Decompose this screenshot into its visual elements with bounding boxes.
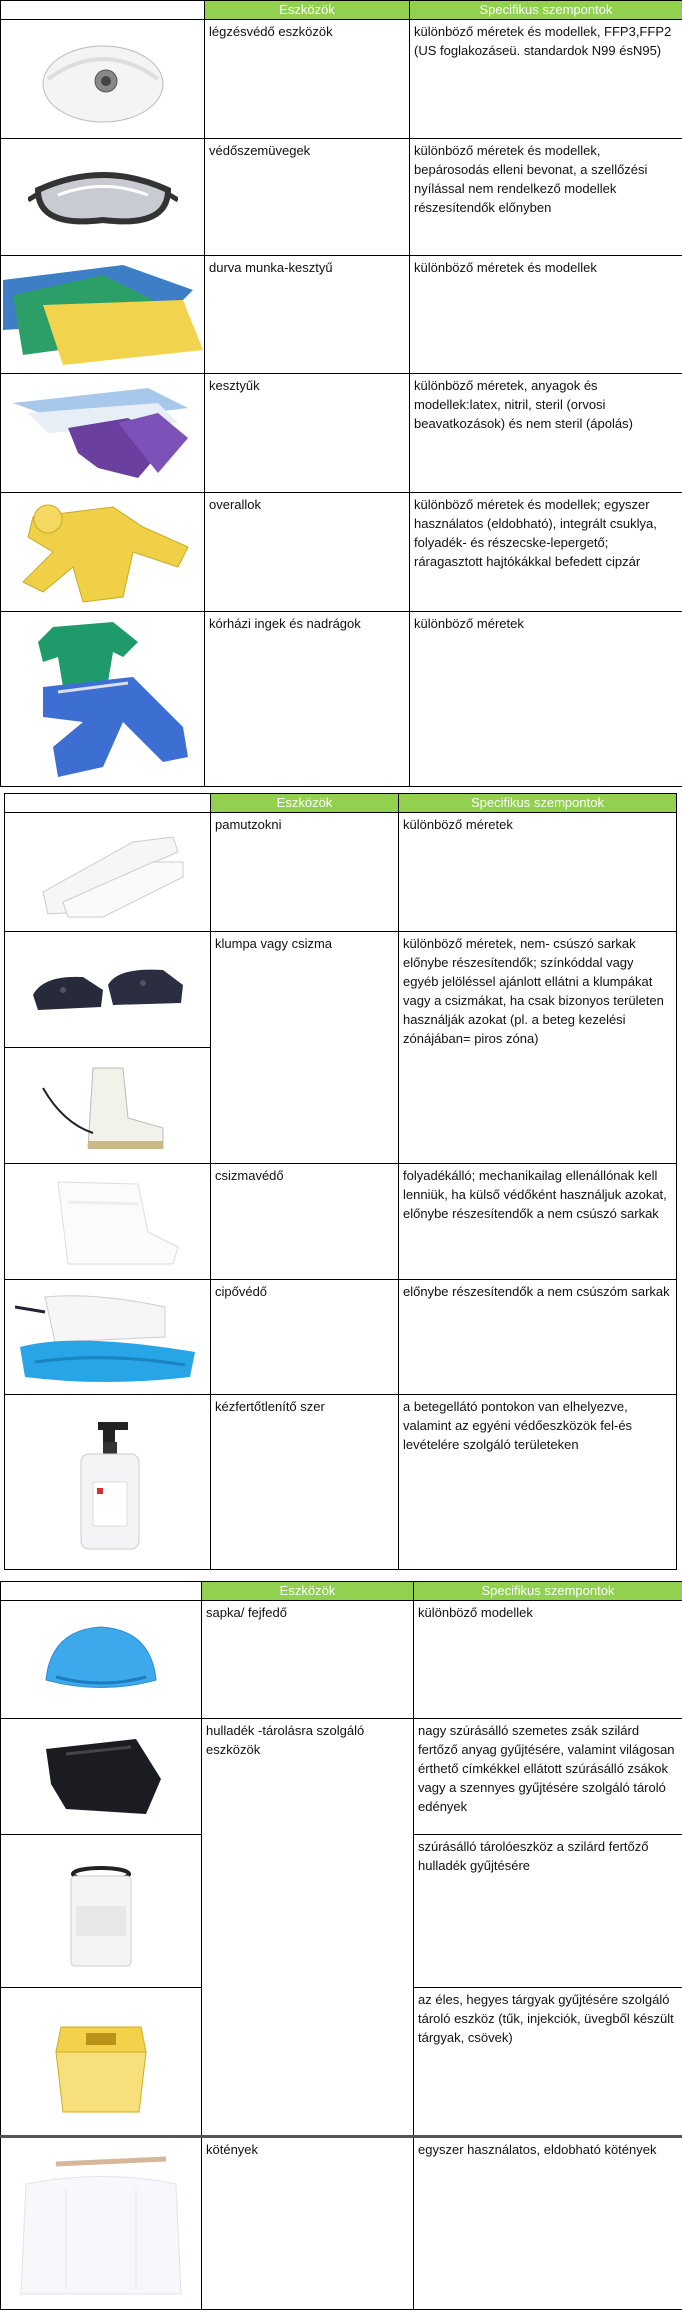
- shoe-cover-icon: [15, 1287, 200, 1387]
- tool-name: durva munka-kesztyű: [205, 256, 410, 374]
- clogs-icon: [23, 945, 193, 1035]
- goggles-icon: [28, 150, 178, 245]
- tool-spec: előnybe részesítendők a nem csúszóm sarkak: [399, 1280, 677, 1395]
- tool-spec: különböző méretek, anyagok és modellek:latex, nitril, steril (orvosi beavatkozások) és nem steril (ápolás): [410, 374, 682, 493]
- row-image: [1, 1835, 202, 1988]
- row-image: [1, 1601, 202, 1719]
- header-tools: Eszközök: [211, 794, 399, 813]
- tool-name: kézfertőtlenítő szer: [211, 1395, 399, 1570]
- tool-spec: különböző méretek és modellek, FFP3,FFP2 (US foglakozáseü. standardok N99 ésN95): [410, 20, 682, 139]
- header-blank: [1, 1582, 202, 1601]
- tool-spec: a betegellátó pontokon van elhelyezve, valamint az egyéni védőeszközök fel-és levételére szolgáló területeken: [399, 1395, 677, 1570]
- apron-icon: [6, 2144, 196, 2304]
- row-image: [1, 1988, 202, 2137]
- tool-spec: különböző méretek és modellek; egyszer használatos (eldobható), integrált csuklya, folyadék- és részecske-lepergető; ráragasztott hajtókákkal befedett cipzár: [410, 493, 682, 612]
- tool-name: hulladék -tárolásra szolgáló eszközök: [202, 1719, 414, 2137]
- tool-name: klumpa vagy csizma: [211, 932, 399, 1164]
- header-criteria: Specifikus szempontok: [414, 1582, 682, 1601]
- ppe-table-3: [0, 1581, 682, 2310]
- tool-name: kötények: [202, 2137, 414, 2310]
- tool-name: pamutzokni: [211, 813, 399, 932]
- tool-spec: szúrásálló tárolóeszköz a szilárd fertőző hulladék gyűjtésére: [414, 1835, 682, 1988]
- tool-name: cipővédő: [211, 1280, 399, 1395]
- hospital-scrubs-icon: [13, 617, 193, 782]
- header-criteria: Specifikus szempontok: [399, 794, 677, 813]
- row-image: [5, 1164, 211, 1280]
- tool-name: légzésvédő eszközök: [205, 20, 410, 139]
- ppe-table-1: [0, 0, 682, 787]
- row-image: [5, 813, 211, 932]
- row-image: [1, 612, 205, 787]
- row-image: [1, 256, 205, 374]
- tool-name: kórházi ingek és nadrágok: [205, 612, 410, 787]
- work-gloves-icon: [3, 260, 203, 370]
- coverall-icon: [13, 497, 193, 607]
- tool-spec: különböző méretek és modellek: [410, 256, 682, 374]
- boot-cover-icon: [28, 1172, 188, 1272]
- row-image: [5, 932, 211, 1048]
- sharps-container-icon: [31, 1997, 171, 2127]
- row-image: [1, 374, 205, 493]
- tool-spec: folyadékálló; mechanikailag ellenállónak kell lenniük, ha külső védőként használjuk azokat, előnybe részesítendők a nem csúszó sarkak: [399, 1164, 677, 1280]
- tool-spec: nagy szúrásálló szemetes zsák szilárd fertőző anyag gyűjtésére, valamint világosan érthető címkékkel ellátott szúrásálló zsákok vagy a szennyes gyűjtésére szolgáló tároló edények: [414, 1719, 682, 1835]
- row-image: [1, 20, 205, 139]
- row-image: [5, 1048, 211, 1164]
- respirator-mask-icon: [28, 29, 178, 129]
- tool-spec: az éles, hegyes tárgyak gyűjtésére szolgáló tároló eszköz (tűk, injekciók, üvegből készült tárgyak, csövek): [414, 1988, 682, 2137]
- tool-spec: különböző méretek és modellek, bepárosodás elleni bevonat, a szellőzési nyílással nem rendelkező modellek részesítendők előnyben: [410, 139, 682, 256]
- waste-bag-icon: [26, 1729, 176, 1824]
- header-criteria: Specifikus szempontok: [410, 1, 682, 20]
- tool-spec: különböző méretek: [399, 813, 677, 932]
- tool-spec: különböző modellek: [414, 1601, 682, 1719]
- row-image: [5, 1280, 211, 1395]
- cotton-socks-icon: [23, 822, 193, 922]
- hair-cap-icon: [31, 1615, 171, 1705]
- waste-container-icon: [41, 1846, 161, 1976]
- hand-sanitizer-icon: [33, 1402, 183, 1562]
- tool-spec: egyszer használatos, eldobható kötények: [414, 2137, 682, 2310]
- header-tools: Eszközök: [205, 1, 410, 20]
- header-blank: [1, 1, 205, 20]
- row-image: [1, 1719, 202, 1835]
- tool-name: csizmavédő: [211, 1164, 399, 1280]
- row-image: [5, 1395, 211, 1570]
- header-tools: Eszközök: [202, 1582, 414, 1601]
- row-image: [1, 493, 205, 612]
- tool-spec: különböző méretek: [410, 612, 682, 787]
- tool-name: sapka/ fejfedő: [202, 1601, 414, 1719]
- ppe-table-2: [4, 793, 677, 1570]
- rubber-boots-icon: [23, 1053, 193, 1158]
- medical-gloves-icon: [8, 383, 198, 483]
- tool-spec: különböző méretek, nem- csúszó sarkak előnybe részesítendők; színkóddal vagy egyéb jelöléssel ajánlott ellátni a klumpákat vagy a csizmákat, ha csak bizonyos területen használják azokat (pl. a beteg kezelési zónájában= piros zóna): [399, 932, 677, 1164]
- row-image: [1, 139, 205, 256]
- tool-name: overallok: [205, 493, 410, 612]
- row-image: [1, 2137, 202, 2310]
- header-blank: [5, 794, 211, 813]
- tool-name: kesztyűk: [205, 374, 410, 493]
- tool-name: védőszemüvegek: [205, 139, 410, 256]
